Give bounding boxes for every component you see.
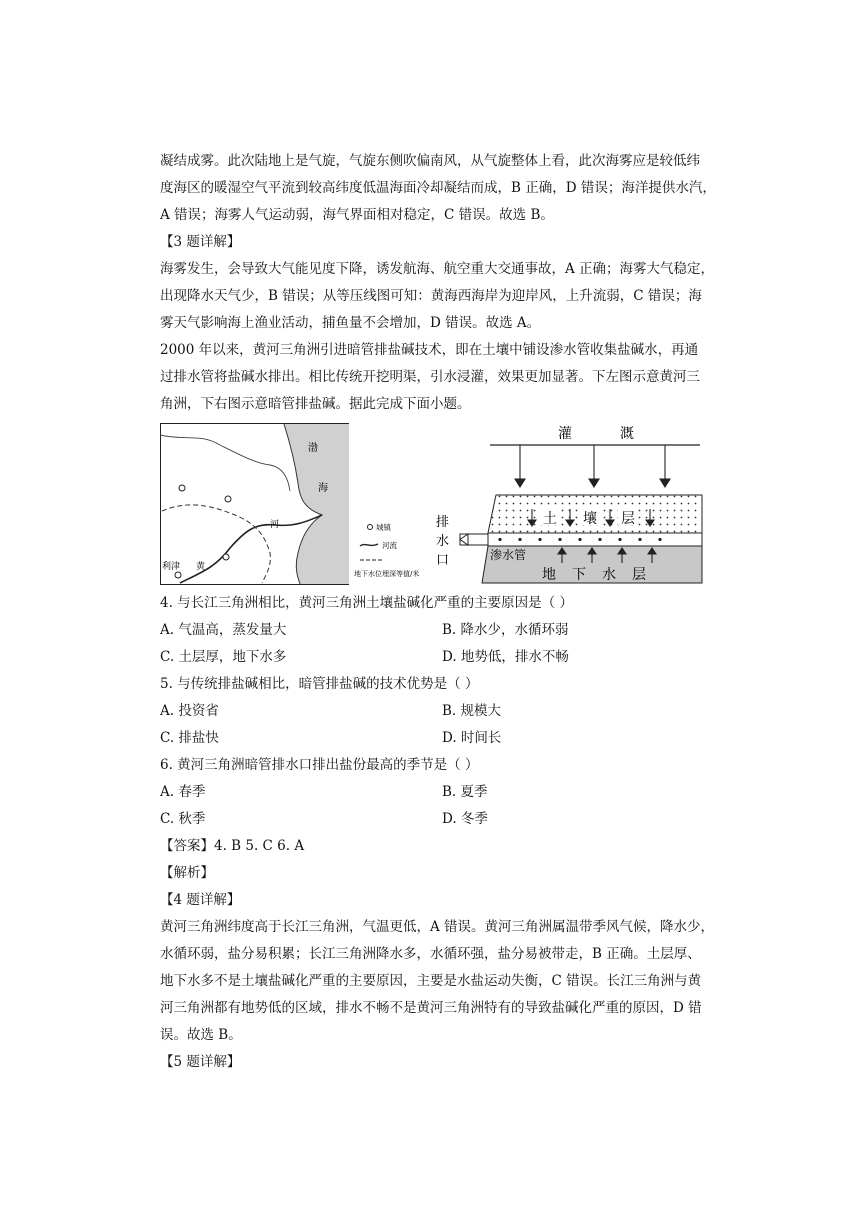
- q6-option-d: D. 冬季: [442, 811, 488, 827]
- paragraph-line: 黄河三角洲纬度高于长江三角洲，气温更低，A 错误。黄河三角洲属温带季风气候，降水少，: [160, 919, 715, 935]
- soil-label: 土: [543, 511, 557, 527]
- q4-option-b: B. 降水少，水循环弱: [442, 622, 569, 638]
- irrigation-arrows: [515, 445, 670, 487]
- legend-river: 河流: [382, 541, 397, 550]
- question-4-stem: 4. 与长江三角洲相比，黄河三角洲土壤盐碱化严重的主要原因是（ ）: [160, 595, 573, 611]
- q4-option-a: A. 气温高，蒸发量大: [160, 622, 287, 638]
- question-5-stem: 5. 与传统排盐碱相比，暗管排盐碱的技术优势是（ ）: [160, 676, 479, 692]
- soil-label: 壤: [583, 511, 597, 527]
- answer-line: 【答案】4. B 5. C 6. A: [160, 838, 305, 854]
- analysis-heading: 【解析】: [160, 865, 214, 881]
- section-heading-q5: 【5 题详解】: [160, 1054, 241, 1070]
- paragraph-line: 过排水管将盐碱水排出。相比传统开挖明渠，引水浸灌，效果更加显著。下左图示意黄河三: [160, 369, 700, 385]
- q4-option-c: C. 土层厚，地下水多: [160, 649, 287, 665]
- drain-pipe: [460, 534, 488, 545]
- paragraph-line: 河三角洲都有地势低的区域，排水不畅不是黄河三角洲特有的导致盐碱化严重的原因，D 错: [160, 1000, 702, 1016]
- paragraph-line: 出现降水天气少，B 错误；从等压线图可知：黄海西海岸为迎岸风，上升流弱，C 错误；海: [160, 288, 702, 304]
- legend-river-icon: [360, 544, 378, 546]
- paragraph-line: 海雾发生，会导致大气能见度下降，诱发航海、航空重大交通事故，A 正确；海雾大气稳定，: [160, 261, 715, 277]
- paragraph-line: 度海区的暖湿空气平流到较高纬度低温海面冷却凝结而成，B 正确，D 错误；海洋提供水汽，: [160, 180, 716, 196]
- drainage-diagram: [436, 425, 702, 583]
- q5-option-c: C. 排盐快: [160, 730, 219, 746]
- section-heading-q3: 【3 题详解】: [160, 234, 241, 250]
- delta-map: [160, 424, 419, 585]
- irrigation-label: 溉: [620, 426, 634, 442]
- town-marker: [179, 485, 185, 491]
- question-6-stem: 6. 黄河三角洲暗管排水口排出盐份最高的季节是（ ）: [160, 757, 479, 773]
- q4-option-d: D. 地势低，排水不畅: [442, 649, 569, 665]
- groundwater-label: 下: [572, 567, 586, 583]
- groundwater-label: 地: [542, 567, 556, 583]
- outlet-label: 水: [436, 534, 450, 549]
- q5-option-a: A. 投资省: [160, 703, 219, 719]
- outlet-label: 口: [436, 553, 450, 568]
- paragraph-line: 误。故选 B。: [160, 1027, 242, 1043]
- groundwater-label: 层: [632, 567, 646, 583]
- figures-svg: [160, 423, 706, 588]
- paragraph-line: 水循环弱，盐分易积累；长江三角洲降水多，水循环强，盐分易被带走，B 正确。土层厚、: [160, 946, 701, 962]
- outlet-label: 排: [436, 515, 450, 530]
- legend-town-icon: [368, 525, 373, 530]
- section-heading-q4: 【4 题详解】: [160, 892, 241, 908]
- q6-option-b: B. 夏季: [442, 784, 488, 800]
- paragraph-line: 地下水多不是土壤盐碱化严重的主要原因，主要是水盐运动失衡，C 错误。长江三角洲与黄: [160, 973, 702, 989]
- groundwater-label: 水: [602, 567, 616, 583]
- q6-option-c: C. 秋季: [160, 811, 206, 827]
- river-label: 黄: [196, 562, 206, 572]
- q5-option-b: B. 规模大: [442, 703, 502, 719]
- legend-groundwater: 地下水位埋深等值/米: [354, 570, 420, 578]
- paragraph-line: A 错误；海雾人气运动弱，海气界面相对稳定，C 错误。故选 B。: [160, 207, 554, 223]
- paragraph-line: 角洲，下右图示意暗管排盐碱。据此完成下面小题。: [160, 396, 471, 412]
- legend-town: 城镇: [376, 523, 391, 532]
- figures: [160, 423, 706, 588]
- paragraph-line: 凝结成雾。此次陆地上是气旋，气旋东侧吹偏南风，从气旋整体上看，此次海雾应是较低纬: [160, 153, 700, 169]
- town-marker: [225, 496, 231, 502]
- paragraph-line: 2000 年以来，黄河三角洲引进暗管排盐碱技术，即在土壤中铺设渗水管收集盐碱水，再通: [160, 342, 699, 358]
- irrigation-label: 灌: [558, 426, 572, 442]
- pipe-label: 渗水管: [490, 548, 527, 562]
- q5-option-d: D. 时间长: [442, 730, 502, 746]
- sea-label: 渤: [308, 443, 318, 454]
- town-marker: [223, 554, 229, 560]
- town-marker: [175, 572, 181, 578]
- sea-label: 海: [318, 483, 328, 494]
- paragraph-line: 雾天气影响海上渔业活动，捕鱼量不会增加，D 错误。故选 A。: [160, 315, 541, 331]
- drain-arrow: [460, 534, 468, 545]
- city-label: 利津: [162, 562, 181, 572]
- river-label: 河: [270, 520, 280, 530]
- soil-label: 层: [621, 511, 635, 527]
- q6-option-a: A. 春季: [160, 784, 206, 800]
